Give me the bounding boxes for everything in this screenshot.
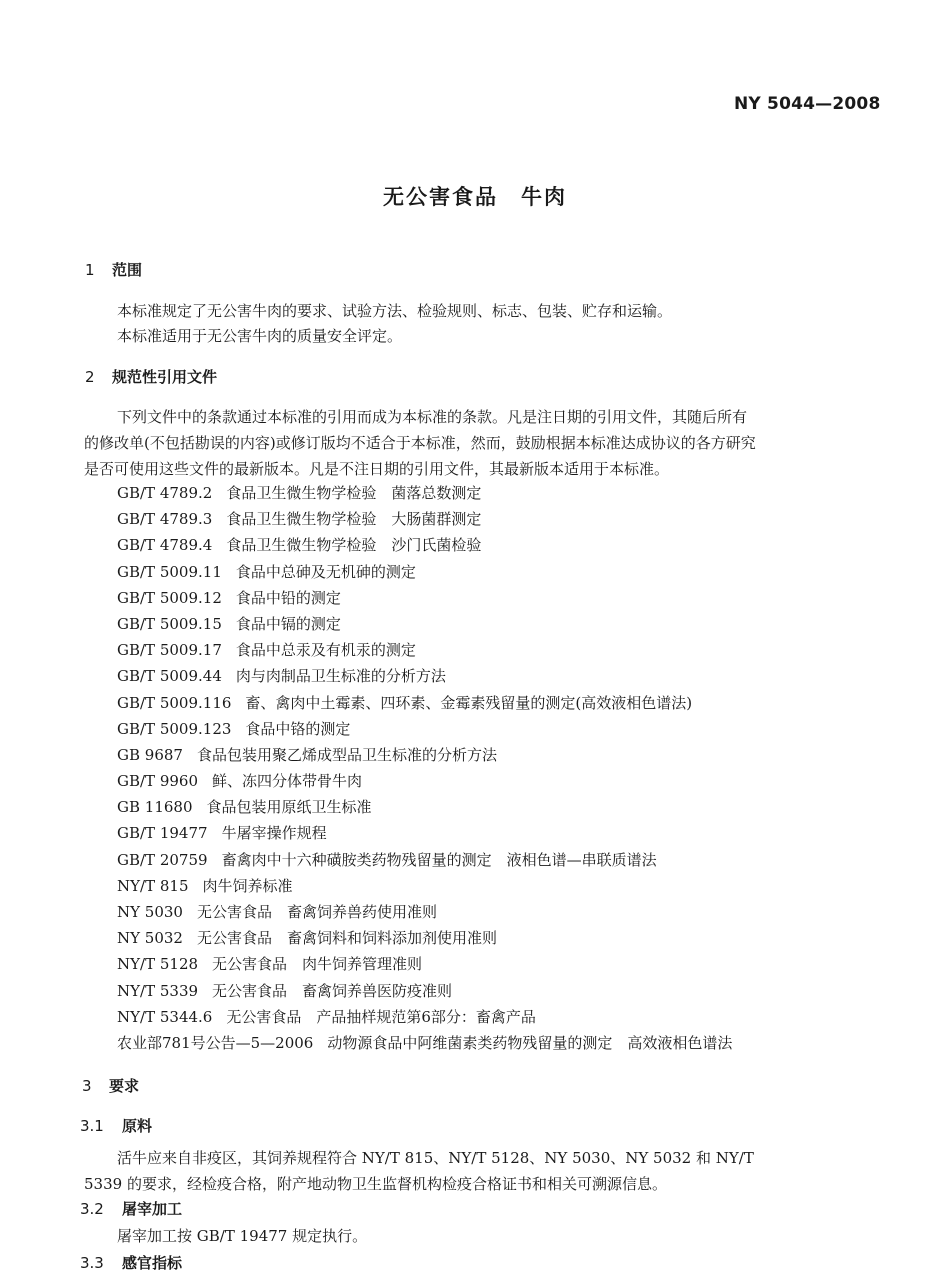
reference-item <box>117 820 732 846</box>
section-2-intro-line-2: 的修改单(不包括勘误的内容)或修订版均不适合于本标准，然而，鼓励根据本标准达成协议的各方研究 <box>84 434 756 452</box>
section-2-heading <box>85 366 217 387</box>
reference-item <box>117 951 732 977</box>
section-title: 范围 <box>112 261 143 279</box>
section-number: 2 <box>85 368 95 386</box>
reference-title: 食品卫生微生物学检验 沙门氏菌检验 <box>226 536 482 555</box>
section-2-intro-line-3: 是否可使用这些文件的最新版本。凡是不注日期的引用文件，其最新版本适用于本标准。 <box>84 460 670 478</box>
reference-code: GB 11680 <box>117 798 193 817</box>
reference-title: 食品卫生微生物学检验 大肠菌群测定 <box>226 510 482 529</box>
reference-item <box>117 978 732 1004</box>
section-number: 3 <box>82 1077 92 1095</box>
section-3-3-heading <box>80 1252 182 1273</box>
reference-code: GB/T 19477 <box>117 824 208 843</box>
reference-code: NY/T 5339 <box>117 981 199 1000</box>
section-title: 原料 <box>122 1117 153 1135</box>
reference-code: GB/T 5009.44 <box>117 667 222 686</box>
reference-code: GB/T 5009.11 <box>117 562 222 581</box>
reference-code: GB/T 5009.17 <box>117 641 222 660</box>
reference-code: GB/T 9960 <box>117 772 199 791</box>
reference-item <box>117 794 732 820</box>
section-number: 3.2 <box>80 1200 104 1218</box>
reference-title: 牛屠宰操作规程 <box>221 824 327 843</box>
reference-code: NY 5032 <box>117 929 183 948</box>
reference-title: 动物源食品中阿维菌素类药物残留量的测定 高效液相色谱法 <box>327 1033 733 1052</box>
reference-title: 无公害食品 畜禽饲养兽药使用准则 <box>196 903 437 921</box>
reference-title: 鲜、冻四分体带骨牛肉 <box>212 772 363 791</box>
reference-code: GB/T 20759 <box>117 850 208 869</box>
reference-item <box>117 585 732 611</box>
reference-item <box>117 690 732 716</box>
reference-item <box>117 663 732 689</box>
reference-title: 无公害食品 产品抽样规范第6部分：畜禽产品 <box>226 1007 536 1026</box>
section-3-2-heading <box>80 1198 182 1219</box>
section-number: 3.3 <box>80 1254 104 1272</box>
reference-title: 畜、禽肉中土霉素、四环素、金霉素残留量的测定(高效液相色谱法) <box>245 693 693 712</box>
reference-title: 无公害食品 畜禽饲料和饲料添加剂使用准则 <box>196 929 497 948</box>
reference-item <box>117 532 732 558</box>
section-2-intro-line-1: 下列文件中的条款通过本标准的引用而成为本标准的条款。凡是注日期的引用文件，其随后所有 <box>117 408 748 426</box>
reference-title: 食品中镉的测定 <box>235 614 341 633</box>
reference-item <box>117 847 732 873</box>
reference-code: NY 5030 <box>117 903 183 921</box>
reference-list <box>117 480 732 1056</box>
reference-code: GB/T 4789.3 <box>117 510 213 529</box>
reference-title: 食品中总砷及无机砷的测定 <box>235 562 416 581</box>
reference-title: 肉与肉制品卫生标准的分析方法 <box>235 667 446 686</box>
reference-title: 食品中总汞及有机汞的测定 <box>235 641 416 660</box>
section-1-para-2: 本标准适用于无公害牛肉的质量安全评定。 <box>117 327 403 345</box>
section-title: 屠宰加工 <box>122 1200 183 1218</box>
reference-code: GB 9687 <box>117 745 183 764</box>
section-title: 规范性引用文件 <box>112 368 218 386</box>
reference-title: 畜禽肉中十六种磺胺类药物残留量的测定 液相色谱—串联质谱法 <box>221 850 657 869</box>
reference-item <box>117 1030 732 1056</box>
reference-item <box>117 768 732 794</box>
section-3-heading <box>82 1075 139 1096</box>
standard-code: NY 5044—2008 <box>734 94 881 114</box>
reference-title: 食品包装用聚乙烯成型品卫生标准的分析方法 <box>196 745 497 764</box>
section-title: 感官指标 <box>122 1254 183 1272</box>
reference-title: 食品中铬的测定 <box>245 719 351 738</box>
reference-code: GB/T 4789.4 <box>117 536 213 555</box>
reference-title: 食品包装用原纸卫生标准 <box>206 798 372 817</box>
reference-item <box>117 1004 732 1030</box>
reference-code: NY/T 5128 <box>117 955 199 974</box>
document-title: 无公害食品 牛肉 <box>383 185 567 209</box>
reference-code: NY/T 815 <box>117 876 189 895</box>
reference-item <box>117 716 732 742</box>
reference-item <box>117 506 732 532</box>
reference-item <box>117 637 732 663</box>
section-1-para-1: 本标准规定了无公害牛肉的要求、试验方法、检验规则、标志、包装、贮存和运输。 <box>117 302 673 320</box>
reference-item <box>117 873 732 899</box>
reference-title: 肉牛饲养标准 <box>202 876 293 895</box>
section-number: 3.1 <box>80 1117 104 1135</box>
reference-code: GB/T 5009.15 <box>117 614 222 633</box>
section-3-2-text: 屠宰加工按 GB/T 19477 规定执行。 <box>117 1227 368 1245</box>
reference-code: 农业部781号公告—5—2006 <box>117 1033 314 1052</box>
reference-code: NY/T 5344.6 <box>117 1007 213 1026</box>
reference-code: GB/T 5009.116 <box>117 693 232 712</box>
section-number: 1 <box>85 261 95 279</box>
reference-code: GB/T 4789.2 <box>117 484 213 502</box>
section-3-1-line-2: 5339 的要求，经检疫合格，附产地动物卫生监督机构检疫合格证书和相关可溯源信息。 <box>84 1175 667 1193</box>
reference-code: GB/T 5009.123 <box>117 719 232 738</box>
reference-item <box>117 925 732 951</box>
reference-item <box>117 559 732 585</box>
reference-item <box>117 899 732 925</box>
reference-item <box>117 611 732 637</box>
reference-item <box>117 480 732 506</box>
section-3-1-heading <box>80 1115 152 1136</box>
reference-item <box>117 742 732 768</box>
reference-title: 无公害食品 畜禽饲养兽医防疫准则 <box>212 981 453 1000</box>
section-title: 要求 <box>109 1077 140 1095</box>
section-3-1-line-1: 活牛应来自非疫区，其饲养规程符合 NY/T 815、NY/T 5128、NY 5030、NY 5032 和 NY/T <box>117 1149 754 1167</box>
section-1-heading <box>85 259 142 280</box>
reference-title: 食品卫生微生物学检验 菌落总数测定 <box>226 484 482 502</box>
reference-title: 食品中铅的测定 <box>235 588 341 607</box>
reference-code: GB/T 5009.12 <box>117 588 222 607</box>
reference-title: 无公害食品 肉牛饲养管理准则 <box>212 955 423 974</box>
